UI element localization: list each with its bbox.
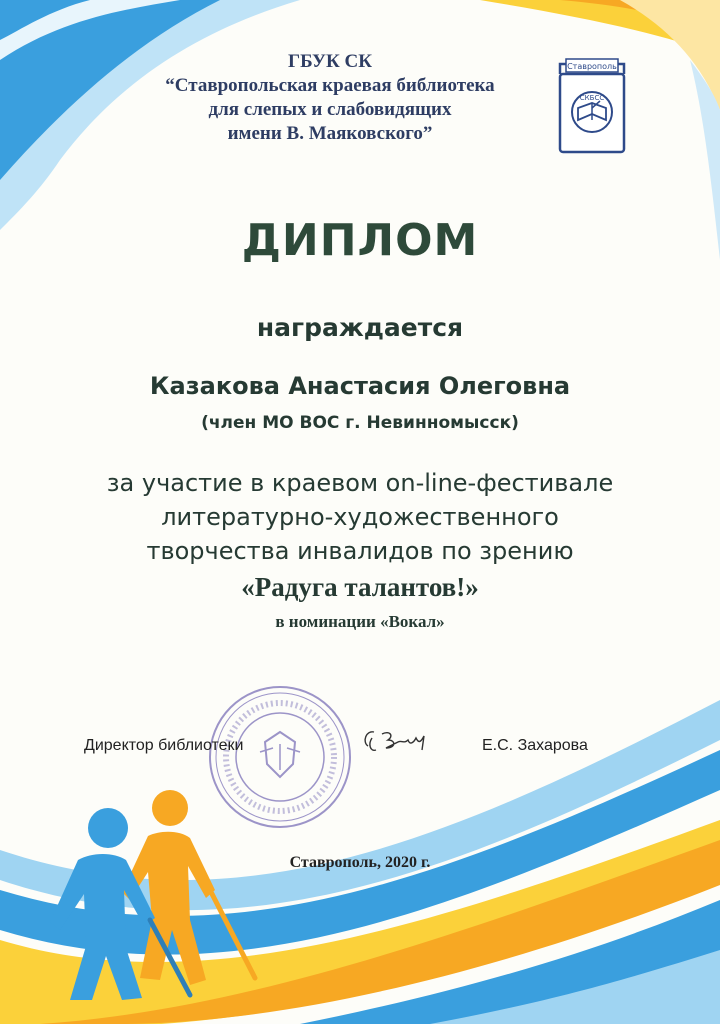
festival-name: «Радуга талантов!» [241, 572, 479, 602]
signatory-name: Е.С. Захарова [482, 737, 588, 754]
reason-line-3: творчества инвалидов по зрению [146, 537, 574, 565]
walking-figures-icon [30, 780, 270, 1000]
logo-city-label: Ставрополь [567, 62, 617, 71]
reason-line-1: за участие в краевом on-line-фестивале [106, 469, 614, 497]
organization-header [90, 50, 570, 146]
recipient-name: Казакова Анастасия Олеговна [149, 372, 571, 400]
diploma-title: ДИПЛОМ [241, 215, 479, 266]
org-line-3: для слепых и слабовидящих [208, 99, 452, 120]
recipient-affiliation: (член МО ВОС г. Невинномысск) [201, 413, 519, 433]
library-emblem-icon [556, 56, 628, 156]
handwritten-signature [358, 724, 438, 760]
org-line-1: ГБУК СК [288, 51, 372, 72]
org-line-2: “Ставропольская краевая библиотека [165, 75, 495, 96]
logo-abbr: СКБСС [579, 94, 605, 102]
nomination: в номинации «Вокал» [275, 612, 445, 631]
awarded-text: награждается [256, 313, 464, 342]
reason-line-2: литературно-художественного [161, 503, 559, 531]
place-and-year: Ставрополь, 2020 г. [289, 854, 431, 871]
award-reason [0, 466, 720, 568]
org-line-4: имени В. Маяковского” [227, 123, 433, 144]
signatory-position: Директор библиотеки [84, 737, 244, 754]
